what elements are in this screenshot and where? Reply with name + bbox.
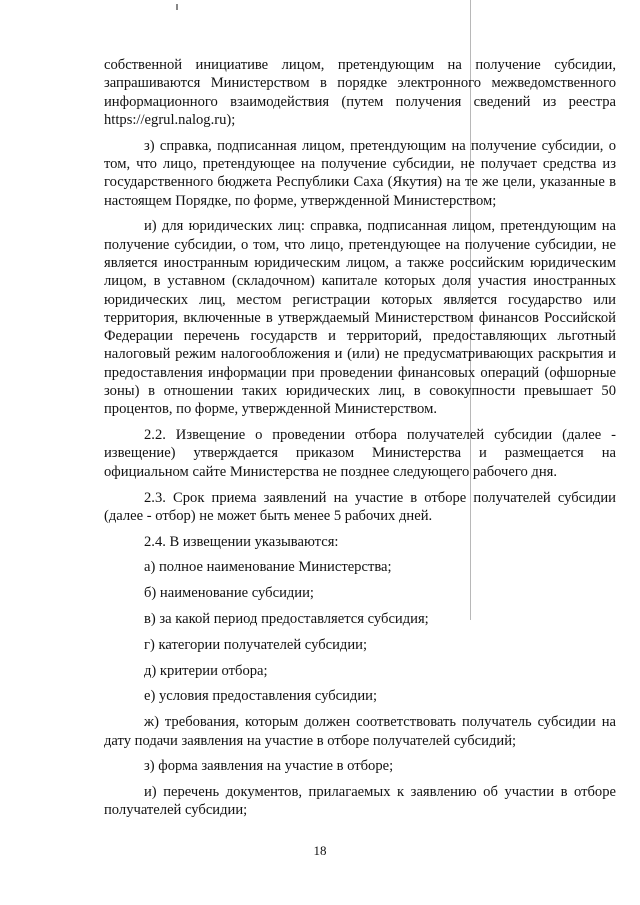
- paragraph-item-i-legal: и) для юридических лиц: справка, подписанная лицом, претендующим на получение субсидии, о том, что лицо, претендующее на получение субсидии, не является иностранным юридическим лицом, а также российским юридическим лицом, в уставном (складочном) капитале которых доля участия иностранных юридических лиц, местом регистрации которых является государство или территория, включенные в утверждаемый Министерством финансов Российской Федерации перечень государств и территорий, предоставляющих льготный налоговый режим налогообложения и (или) не предусматривающих раскрытия и предоставления информации при проведении финансовых операций (офшорные зоны) в отношении таких юридических лиц, в совокупности превышает 50 процентов, по форме, утвержденной Министерством.: [104, 218, 616, 418]
- scan-artifact-mark: [176, 4, 178, 10]
- paragraph-2-3: 2.3. Срок приема заявлений на участие в отборе получателей субсидии (далее - отбор) не может быть менее 5 рабочих дней.: [104, 489, 616, 524]
- list-item-e: е) условия предоставления субсидии;: [144, 688, 378, 705]
- page-number: 18: [313, 843, 327, 858]
- list-item-d: д) критерии отбора;: [144, 662, 268, 679]
- list-item-i: и) перечень документов, прилагаемых к заявлению об участии в отборе получателей субсидии;: [104, 784, 616, 819]
- list-item-g: г) категории получателей субсидии;: [144, 636, 368, 653]
- document-body: [104, 56, 616, 827]
- list-item-zh: ж) требования, которым должен соответствовать получатель субсидии на дату подачи заявления на участие в отборе получателей субсидий;: [104, 714, 616, 749]
- paragraph-2-4: 2.4. В извещении указываются:: [144, 533, 339, 550]
- list-item-v: в) за какой период предоставляется субсидия;: [144, 611, 429, 628]
- paragraph-item-z: з) справка, подписанная лицом, претендующим на получение субсидии, о том, что лицо, претендующее на получение субсидии, не получает средства из государственного бюджета Республики Саха (Якутия) на те же цели, указанные в настоящем Порядке, по форме, утвержденной Министерством;: [104, 137, 616, 209]
- list-item-a: а) полное наименование Министерства;: [144, 559, 392, 576]
- list-item-b: б) наименование субсидии;: [144, 585, 314, 602]
- list-item-z: з) форма заявления на участие в отборе;: [144, 758, 394, 775]
- paragraph-continuation: собственной инициативе лицом, претендующим на получение субсидии, запрашиваются Министерством в порядке электронного межведомственного информационного взаимодействия (путем получения сведений из реестра https://egrul.nalog.ru);: [104, 57, 616, 128]
- paragraph-2-2: 2.2. Извещение о проведении отбора получателей субсидии (далее - извещение) утверждается приказом Министерства и размещается на официальном сайте Министерства не позднее следующего рабочего дня.: [104, 427, 616, 480]
